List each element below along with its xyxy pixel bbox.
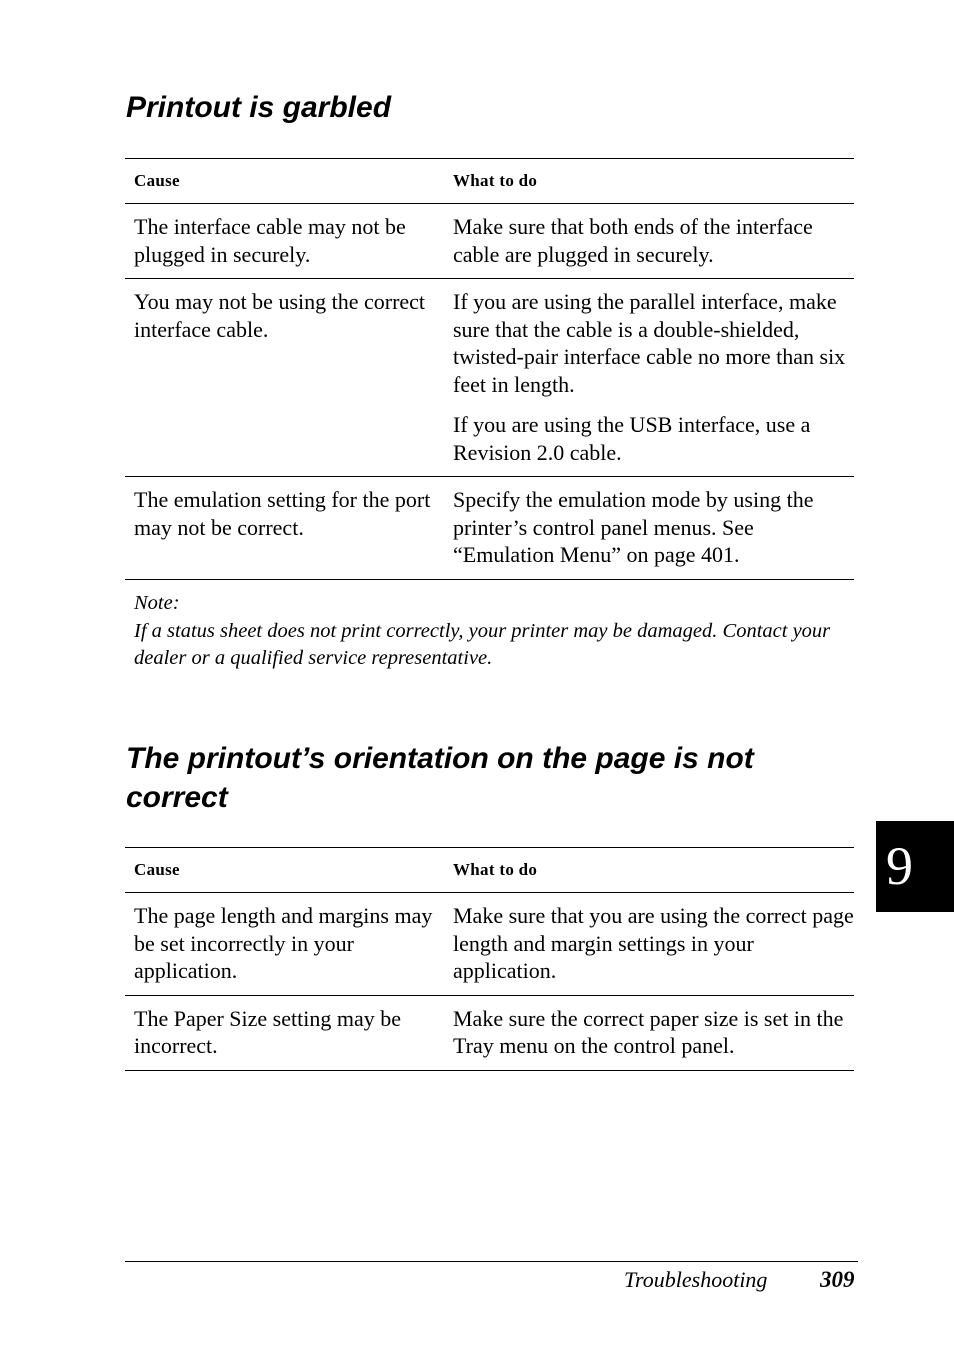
action-text: If you are using the USB interface, use a Revision 2.0 cable. — [453, 412, 811, 465]
cause-cell — [125, 893, 444, 996]
cause-cell — [125, 995, 444, 1070]
note-block — [134, 590, 850, 673]
garbled-troubleshooting-table — [125, 158, 854, 580]
note-label: Note: — [134, 592, 180, 614]
table-header-row — [125, 848, 854, 893]
cause-text: The Paper Size setting may be incorrect. — [134, 1005, 401, 1058]
cause-cell — [125, 477, 444, 580]
column-header-cause: Cause — [134, 860, 180, 879]
cause-text: The emulation setting for the port may not be correct. — [134, 487, 431, 540]
action-cell — [444, 893, 854, 996]
cause-cell — [125, 279, 444, 477]
action-text: If you are using the parallel interface, make sure that the cable is a double-shielded, twisted-pair interface cable no more than six feet in length. — [453, 289, 846, 397]
section-title-printout-garbled: Printout is garbled — [126, 91, 392, 124]
table-row — [125, 893, 854, 996]
column-header-cause: Cause — [134, 171, 180, 190]
cause-text: The page length and margins may be set incorrectly in your application. — [134, 903, 433, 983]
table-row — [125, 995, 854, 1070]
footer-section-name: Troubleshooting — [624, 1267, 768, 1292]
note-text: If a status sheet does not print correctly, your printer may be damaged. Contact your dealer or a qualified service representative. — [134, 619, 831, 669]
table-header-row — [125, 159, 854, 204]
table-row — [125, 279, 854, 477]
footer-divider — [125, 1261, 858, 1262]
cause-cell — [125, 204, 444, 279]
action-text: Make sure the correct paper size is set in the Tray menu on the control panel. — [453, 1005, 844, 1058]
cause-text: You may not be using the correct interface cable. — [134, 289, 426, 342]
column-header-what-to-do: What to do — [453, 860, 538, 879]
column-header-what-to-do: What to do — [453, 171, 538, 190]
action-text: Make sure that you are using the correct page length and margin settings in your application. — [453, 903, 854, 983]
action-cell — [444, 995, 854, 1070]
table-row — [125, 477, 854, 580]
section-title-orientation: The printout’s orientation on the page is not correct — [126, 742, 754, 814]
chapter-tab: 9 — [876, 821, 954, 912]
action-text: Specify the emulation mode by using the printer’s control panel menus. See “Emulation Menu” on page 401. — [453, 487, 814, 567]
action-cell — [444, 279, 854, 477]
action-cell — [444, 204, 854, 279]
cause-text: The interface cable may not be plugged in securely. — [134, 214, 406, 267]
table-row — [125, 204, 854, 279]
orientation-troubleshooting-table — [125, 847, 854, 1071]
action-cell — [444, 477, 854, 580]
action-text: Make sure that both ends of the interface cable are plugged in securely. — [453, 214, 813, 267]
page-number: 309 — [820, 1267, 855, 1292]
